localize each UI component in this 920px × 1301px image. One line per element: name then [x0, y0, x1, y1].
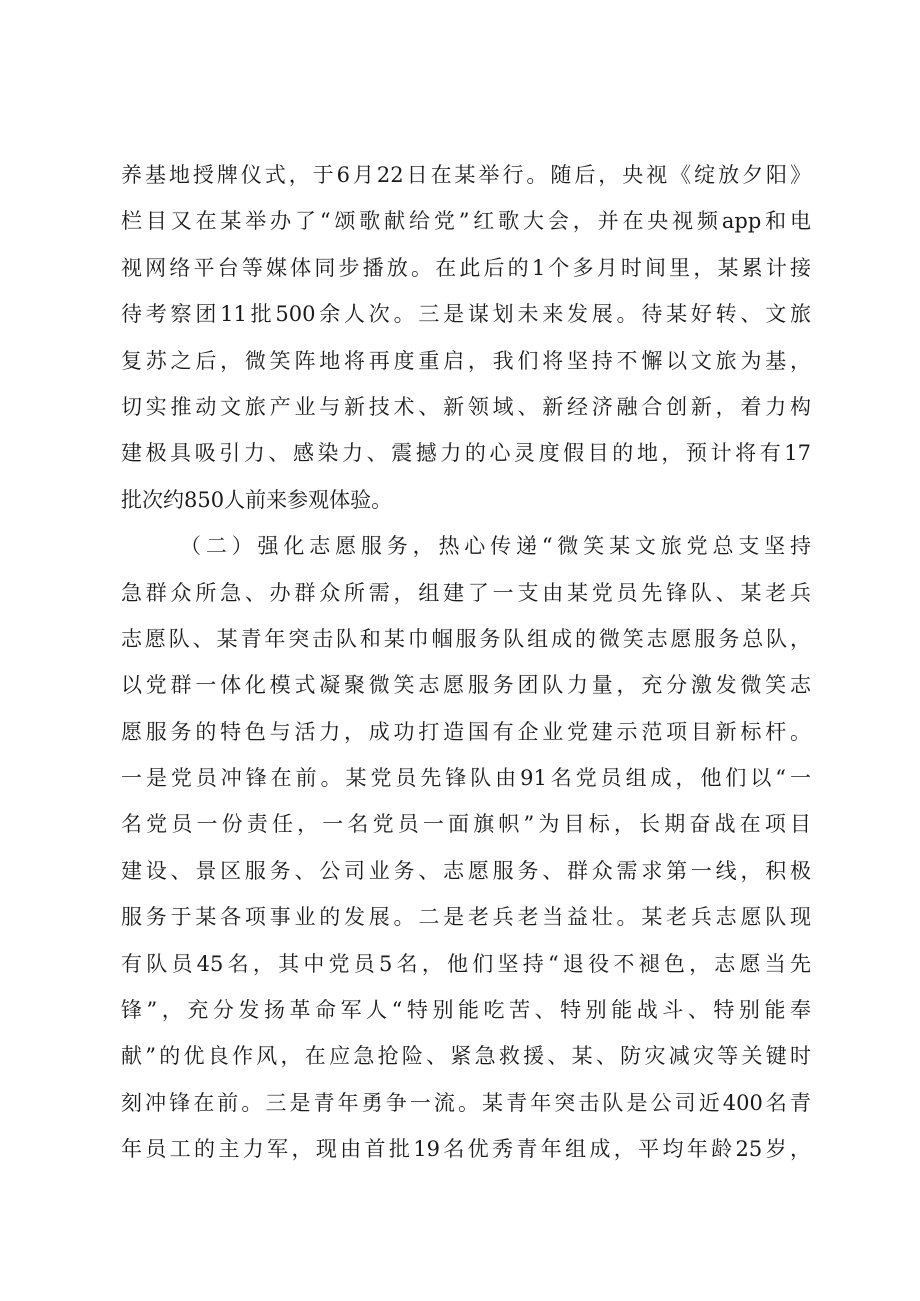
text-line: 建设、景区服务、公司业务、志愿服务、群众需求第一线，积极: [121, 858, 811, 883]
text-line: 视网络平台等媒体同步播放。在此后的1个多月时间里，某累计接: [121, 255, 811, 280]
text-line: 服务于某各项事业的发展。二是老兵老当益壮。某老兵志愿队现: [121, 905, 811, 930]
text-line: 志愿队、某青年突击队和某巾帼服务队组成的微笑志愿服务总队，: [121, 626, 811, 651]
text-line: 有队员45名，其中党员5名，他们坚持“退役不褪色，志愿当先: [121, 951, 811, 976]
text-line: 愿服务的特色与活力，成功打造国有企业党建示范项目新标杆。: [121, 719, 811, 744]
text-line: 年员工的主力军，现由首批19名优秀青年组成，平均年龄25岁，: [121, 1137, 811, 1162]
text-line: 以党群一体化模式凝聚微笑志愿服务团队力量，充分激发微笑志: [121, 673, 811, 698]
text-line: 切实推动文旅产业与新技术、新领域、新经济融合创新，着力构: [121, 394, 811, 419]
section-heading-line: （二）强化志愿服务，热心传递“微笑某文旅党总支坚持: [180, 534, 811, 559]
text-line: 锋”，充分发扬革命军人“特别能吃苦、特别能战斗、特别能奉: [121, 998, 811, 1023]
text-line: 急群众所急、办群众所需，组建了一支由某党员先锋队、某老兵: [121, 580, 811, 605]
text-line: 刻冲锋在前。三是青年勇争一流。某青年突击队是公司近400名青: [121, 1090, 811, 1115]
text-line: 批次约850人前来参观体验。: [121, 487, 393, 512]
document-body: [121, 152, 811, 1173]
text-line: 复苏之后，微笑阵地将再度重启，我们将坚持不懈以文旅为基，: [121, 348, 811, 373]
text-line: 一是党员冲锋在前。某党员先锋队由91名党员组成，他们以“一: [121, 766, 811, 791]
text-line: 待考察团11批500余人次。三是谋划未来发展。待某好转、文旅: [121, 302, 811, 327]
text-line: 名党员一份责任，一名党员一面旗帜”为目标，长期奋战在项目: [121, 812, 811, 837]
text-line: 栏目又在某举办了“颂歌献给党”红歌大会，并在央视频app和电: [121, 209, 811, 234]
text-line: 献”的优良作风，在应急抢险、紧急救援、某、防灾减灾等关键时: [121, 1044, 811, 1069]
text-line: 养基地授牌仪式，于6月22日在某举行。随后，央视《绽放夕阳》: [121, 163, 811, 187]
text-line: 建极具吸引力、感染力、震撼力的心灵度假目的地，预计将有17: [121, 441, 811, 466]
